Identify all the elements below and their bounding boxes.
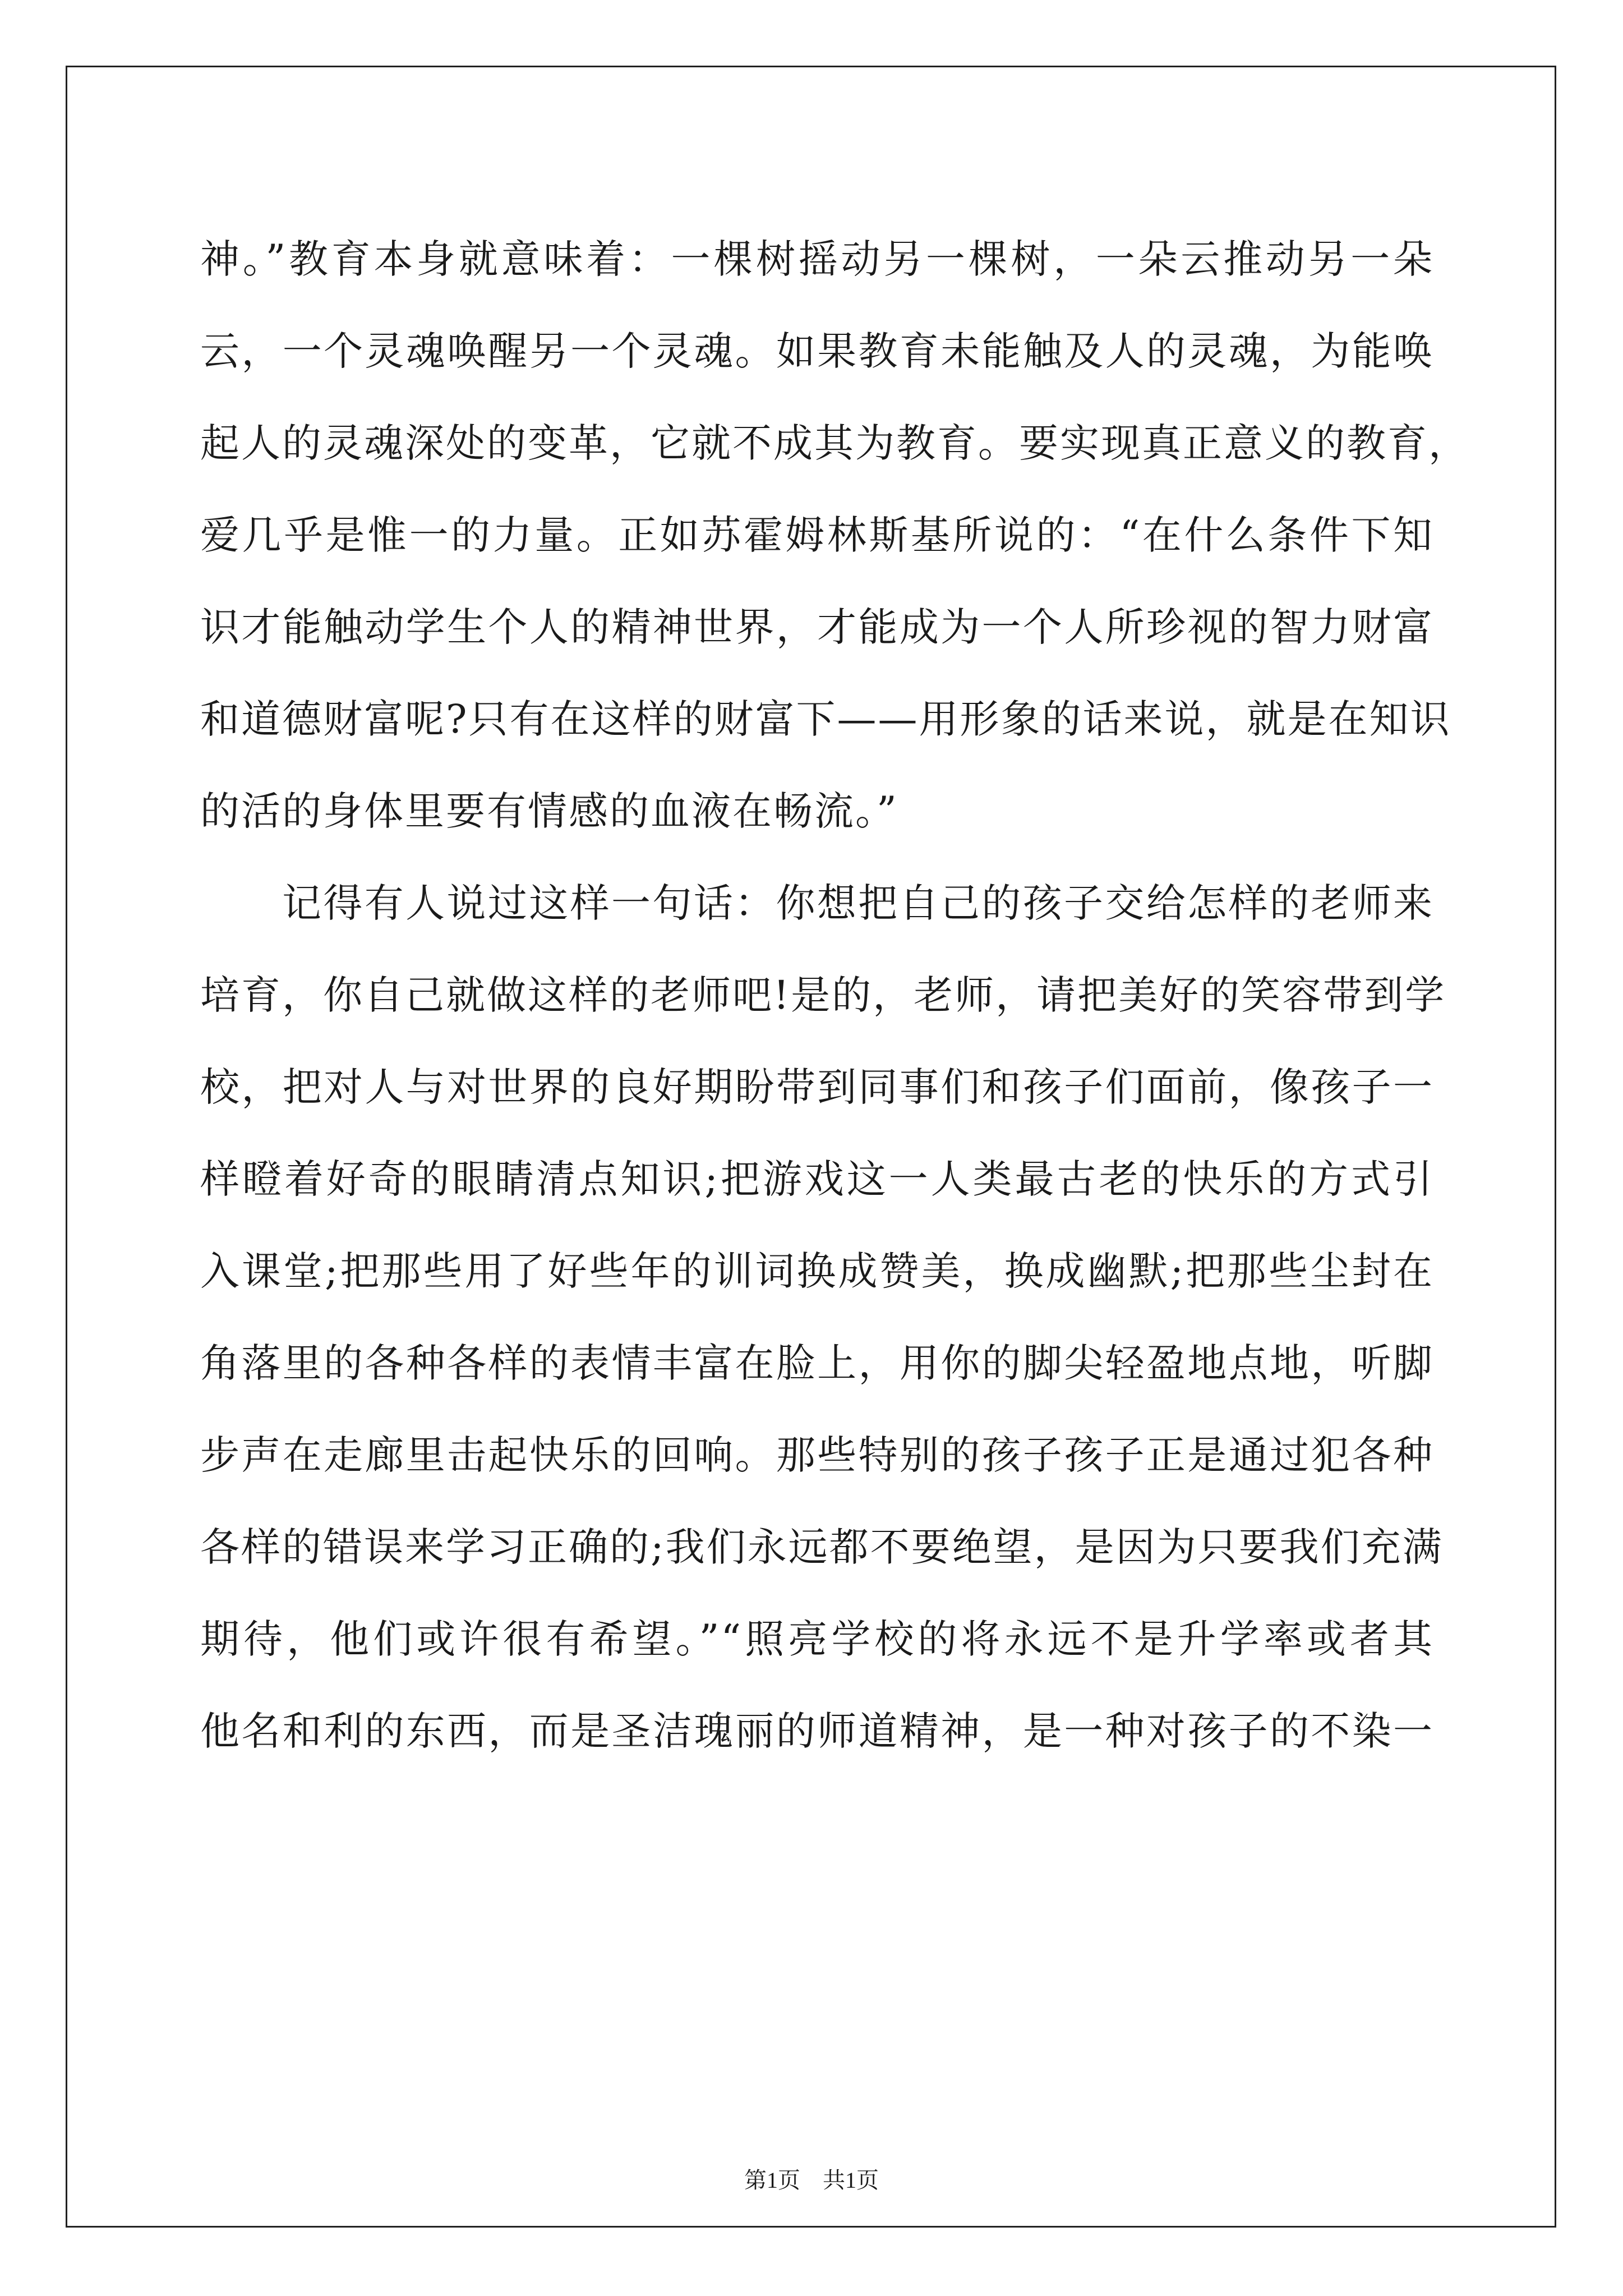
text-line: 期待，他们或许很有希望。”“照亮学校的将永远不是升学率或者其 [200, 1616, 1434, 1662]
text-line: 入课堂;把那些用了好些年的训词换成赞美，换成幽默;把那些尘封在 [200, 1248, 1434, 1294]
text-line: 样瞪着好奇的眼睛清点知识;把游戏这一人类最古老的快乐的方式引 [200, 1156, 1434, 1202]
text-line: 起人的灵魂深处的变革，它就不成其为教育。要实现真正意义的教育， [200, 420, 1469, 466]
text-line: 识才能触动学生个人的精神世界，才能成为一个人所珍视的智力财富 [200, 604, 1434, 650]
text-line: 和道德财富呢?只有在这样的财富下——用形象的话来说，就是在知识 [200, 696, 1451, 742]
text-line: 的活的身体里要有情感的血液在畅流。” [200, 788, 898, 834]
page-number: 第1页 [744, 2168, 800, 2193]
total-pages: 共1页 [823, 2168, 879, 2193]
text-line: 他名和利的东西，而是圣洁瑰丽的师道精神，是一种对孩子的不染一 [200, 1708, 1434, 1754]
text-line: 神。”教育本身就意味着：一棵树摇动另一棵树，一朵云推动另一朵 [200, 236, 1434, 282]
page-footer [0, 2166, 1623, 2194]
text-line: 云，一个灵魂唤醒另一个灵魂。如果教育未能触及人的灵魂，为能唤 [200, 328, 1434, 374]
text-line: 爱几乎是惟一的力量。正如苏霍姆林斯基所说的：“在什么条件下知 [200, 512, 1434, 558]
text-line: 角落里的各种各样的表情丰富在脸上，用你的脚尖轻盈地点地，听脚 [200, 1340, 1434, 1386]
text-line: 培育，你自己就做这样的老师吧!是的，老师，请把美好的笑容带到学 [200, 972, 1446, 1018]
text-line: 各样的错误来学习正确的;我们永远都不要绝望，是因为只要我们充满 [200, 1524, 1444, 1570]
text-line: 步声在走廊里击起快乐的回响。那些特别的孩子孩子正是通过犯各种 [200, 1432, 1434, 1478]
text-line: 记得有人说过这样一句话：你想把自己的孩子交给怎样的老师来 [282, 880, 1434, 926]
document-body [200, 213, 1469, 1777]
paragraph-1 [200, 213, 1469, 857]
paragraph-2 [200, 857, 1446, 1777]
text-line: 校，把对人与对世界的良好期盼带到同事们和孩子们面前，像孩子一 [200, 1064, 1434, 1110]
